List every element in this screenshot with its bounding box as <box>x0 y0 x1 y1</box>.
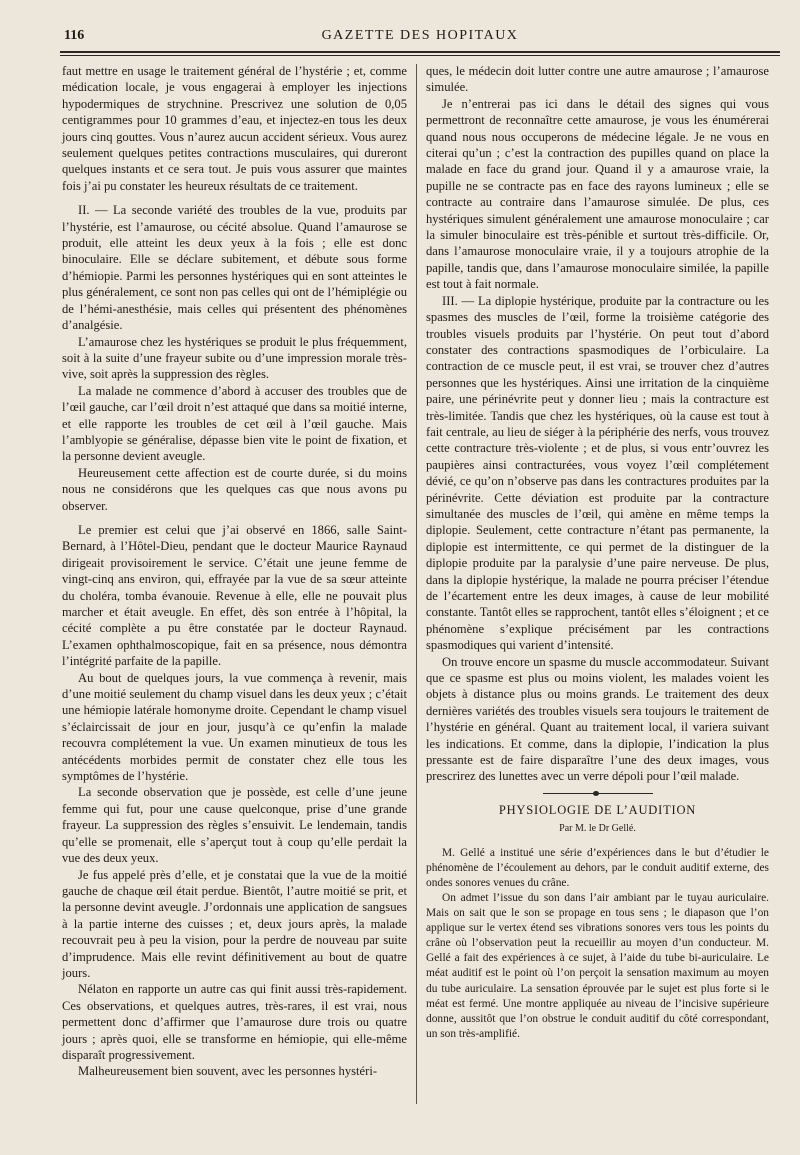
section-author: Par M. le Dr Gellé. <box>559 823 636 835</box>
paragraph: Je n’entrerai pas ici dans le détail des signes qui vous permettront de reconnaître cette amaurose, je vous les énumérerai quand nous nous occuperons de médecine légale. Je ne vous en citerai qu’un ; c’est la contraction des pupilles quand on place la malade en face du grand jour. Quand il y a amaurose vraie, la pupille ne se contracte pas en face des rayons lumineux ; elle se contracte au contraire dans l’amaurose simulée. De plus, ces hystériques simulent généralement une amaurose monoculaire ; car la simuler binoculaire est très-pénible et surtout très-difficile. Or, dans l’amaurose monoculaire vraie, il y a toujours atrophie de la papille, tandis que, dans l’amaurose monoculaire similée, la papille est tout à fait normale. <box>426 96 769 292</box>
paragraph: La seconde observation que je possède, est celle d’une jeune femme qui fut, pour une cause quelconque, prise d’une grande frayeur. La suppression des règles s’ensuivit. Le lendemain, tandis qu’elle se promenait, elle s’aperçut tout à coup qu’elle perdait la vue des deux yeux. <box>62 785 407 866</box>
paragraph: Heureusement cette affection est de courte durée, si du moins nous ne considérons que les quelques cas que nous avons pu observer. <box>62 465 407 513</box>
paragraph: Je fus appelé près d’elle, et je constatai que la vue de la moitié gauche de chaque œil était perdue. Bientôt, l’autre moitié se prit, et la personne devint aveugle. J’ordonnais une application de sangsues à la partie interne des cuisses ; et, deux jours après, la malade recouvrait peu à peu la vision, pour la perdre de nouveau par suite d’imprudence. Mais elle revint définitivement au bout de quatre jours. <box>62 867 407 980</box>
paragraph: On trouve encore un spasme du muscle accommodateur. Suivant que ce spasme est plus ou moins violent, les malades voient les objets à distance plus ou moins grands. Le traitement des deux dernières variétés des troubles visuels sera toujours le traitement de l’hystérie en général. Quant au traitement local, il variera suivant les indications. Et comme, dans la diplopie, l’indication la plus pressante est de faire disparaître l’une des deux images, vous prescrirez des lunettes avec un verre dépoli pour l’œil malade. <box>426 654 769 784</box>
column-divider <box>416 64 417 1104</box>
paragraph: M. Gellé a institué une série d’expériences dans le but d’étudier le phénomène de l’écoulement au dehors, par le conduit auditif externe, des ondes sonores venues du crâne. <box>426 846 769 889</box>
paragraph: Malheureusement bien souvent, avec les personnes hystéri- <box>78 1064 378 1079</box>
paragraph: faut mettre en usage le traitement général de l’hystérie ; et, comme médication locale, je vous engagerai à employer les injections hypodermiques de strychnine. Prescrivez une solution de 0,05 centigrammes pour 10 grammes d’eau, et injectez-en tous les deux jours cinq gouttes. Vous n’aurez aucun accident sérieux. Vous aurez seulement quelques petites contractions musculaires, qui dureront quelques instants et ce sera tout. Je puis vous assurer que maintes fois j’ai pu constater les heureux résultats de ce traitement. <box>62 64 407 193</box>
right-column <box>426 63 769 1042</box>
paragraph: III. — La diplopie hystérique, produite par la contracture ou les spasmes des muscles de l’œil, forme la troisième catégorie des troubles visuels produits par l’hystérie. On peut tout d’abord constater des contractions spasmodiques de l’orbiculaire. La contraction de ce muscle peut, il est vrai, se trouver chez d’autres personnes que les hystériques. Ainsi une irritation de la cinquième paire, une périnévrite peut y donner lieu ; mais la contracture est très-limitée. Tandis que chez les hystériques, où la cause est tout à fait centrale, au lieu de siéger à la périphérie des nerfs, vous trouvez cette contracture très-violente ; et de plus, si vous entr’ouvrez les paupières ainsi contracturées, vous voyez l’œil complétement dévié, ce qu’on n’observe pas dans les contractures produites par la périnévrite. Cette déviation est produite par la contracture simultanée des muscles de l’œil, qui amène en même temps la diplopie. Seulement, cette contracture n’étant pas permanente, la diplopie est intermittente, ce qui permet de la distinguer de la diplopie produite par la paralysie d’une paire nerveuse. De plus, dans la diplopie hystérique, la malade ne pourra préciser l’étendue de l’écartement entre les deux images, à cause de leur mobilité constante. Tantôt elles se rapprochent, tantôt elles s’éloignent ; et ce phénomène s’explique précisément par les contractions spasmodiques qui varient d’intensité. <box>426 293 769 653</box>
section-divider <box>543 793 653 794</box>
paragraph: On admet l’issue du son dans l’air ambiant par le tuyau auriculaire. Mais on sait que le son se propage en tous sens ; le diapason que l’on applique sur le vertex étend ses vibrations sonores vers tous les points du crâne où l’observation peut la recueillir au moyen d’un conducteur. M. Gellé a fait des expériences à ce sujet, à l’aide du tube bi-auriculaire. Le méat auditif est le point où l’on perçoit la sensation maximum au moyen du tube auriculaire. La sensation éprouvée par le sujet est plus forte si le méat est fermé. Une montre appliquée au niveau de l’incisive supérieure donne, aussitôt que l’on obstrue le conduit auditif du côté correspondant, un son très-amplifié. <box>426 891 769 1040</box>
header-rule <box>60 51 780 56</box>
journal-title: GAZETTE DES HOPITAUX <box>321 28 519 43</box>
paragraph: II. — La seconde variété des troubles de la vue, produits par l’hystérie, est l’amaurose, ou cécité absolue. Quand l’amaurose se produit, elle atteint les deux yeux à la fois ; elle est donc binoculaire. Elle se déclare subitement, et débute sous forme d’hémiopie. Parmi les personnes hystériques qui en sont atteintes le plus généralement, ce sont non pas celles qui ont de l’hémiplégie ou de l’hémi-anesthésie, mais celles qui présentent des phénomènes d’analgésie. <box>62 203 407 333</box>
paragraph: Nélaton en rapporte un autre cas qui finit aussi très-rapidement. Ces observations, et quelques autres, très-rares, il est vrai, nous permettent donc d’affirmer que l’amaurose dure trois ou quatre jours ; après quoi, elle se transforme en hémiopie, qui elle-même disparaît progressivement. <box>62 982 407 1062</box>
page-number: 116 <box>64 28 85 43</box>
paragraph: L’amaurose chez les hystériques se produit le plus fréquemment, soit à la suite d’une frayeur subite ou d’une impression morale très-vive, soit après la suppression des règles. <box>62 334 407 382</box>
paragraph: ques, le médecin doit lutter contre une autre amaurose ; l’amaurose simulée. <box>426 64 769 95</box>
paragraph: Le premier est celui que j’ai observé en 1866, salle Saint-Bernard, à l’Hôtel-Dieu, pendant que le docteur Maurice Raynaud dirigeait provisoirement le service. C’était une jeune femme de vingt-cinq ans environ, qui, effrayée par la vue de sa sœur atteinte du choléra, tomba évanouie. Revenue à elle, elle ne pouvait plus marcher et était aveugle. En effet, dès son entrée à l’hôpital, la cécité complète a pu être constatée par le docteur Raynaud. L’examen ophthalmoscopique, fait en sa présence, nous démontra l’intégrité parfaite de la papille. <box>62 522 407 669</box>
section-title: PHYSIOLOGIE DE L’AUDITION <box>498 802 697 817</box>
left-column <box>62 63 407 1080</box>
paragraph: La malade ne commence d’abord à accuser des troubles que de l’œil gauche, car l’œil droit n’est attaqué que dans sa moitié interne, et elle rapporte les troubles de cet œil à l’œil gauche. Mais l’amblyopie se généralise, dépasse bien vite le point de fixation, et la personne devient aveugle. <box>62 383 407 464</box>
paragraph: Au bout de quelques jours, la vue commença à revenir, mais d’une moitié seulement du champ visuel dans les deux yeux ; c’était une hémiopie latérale homonyme droite. Cependant le champ visuel s’éclaircissait de jour en jour, jusqu’à ce qu’enfin la malade recouvra complétement la vue. Un examen minutieux de tous les antécédents morbides permit de constater chez elle tous les symptômes de l’hystérie. <box>62 670 407 784</box>
section-body <box>426 846 769 1042</box>
running-head <box>60 28 780 50</box>
